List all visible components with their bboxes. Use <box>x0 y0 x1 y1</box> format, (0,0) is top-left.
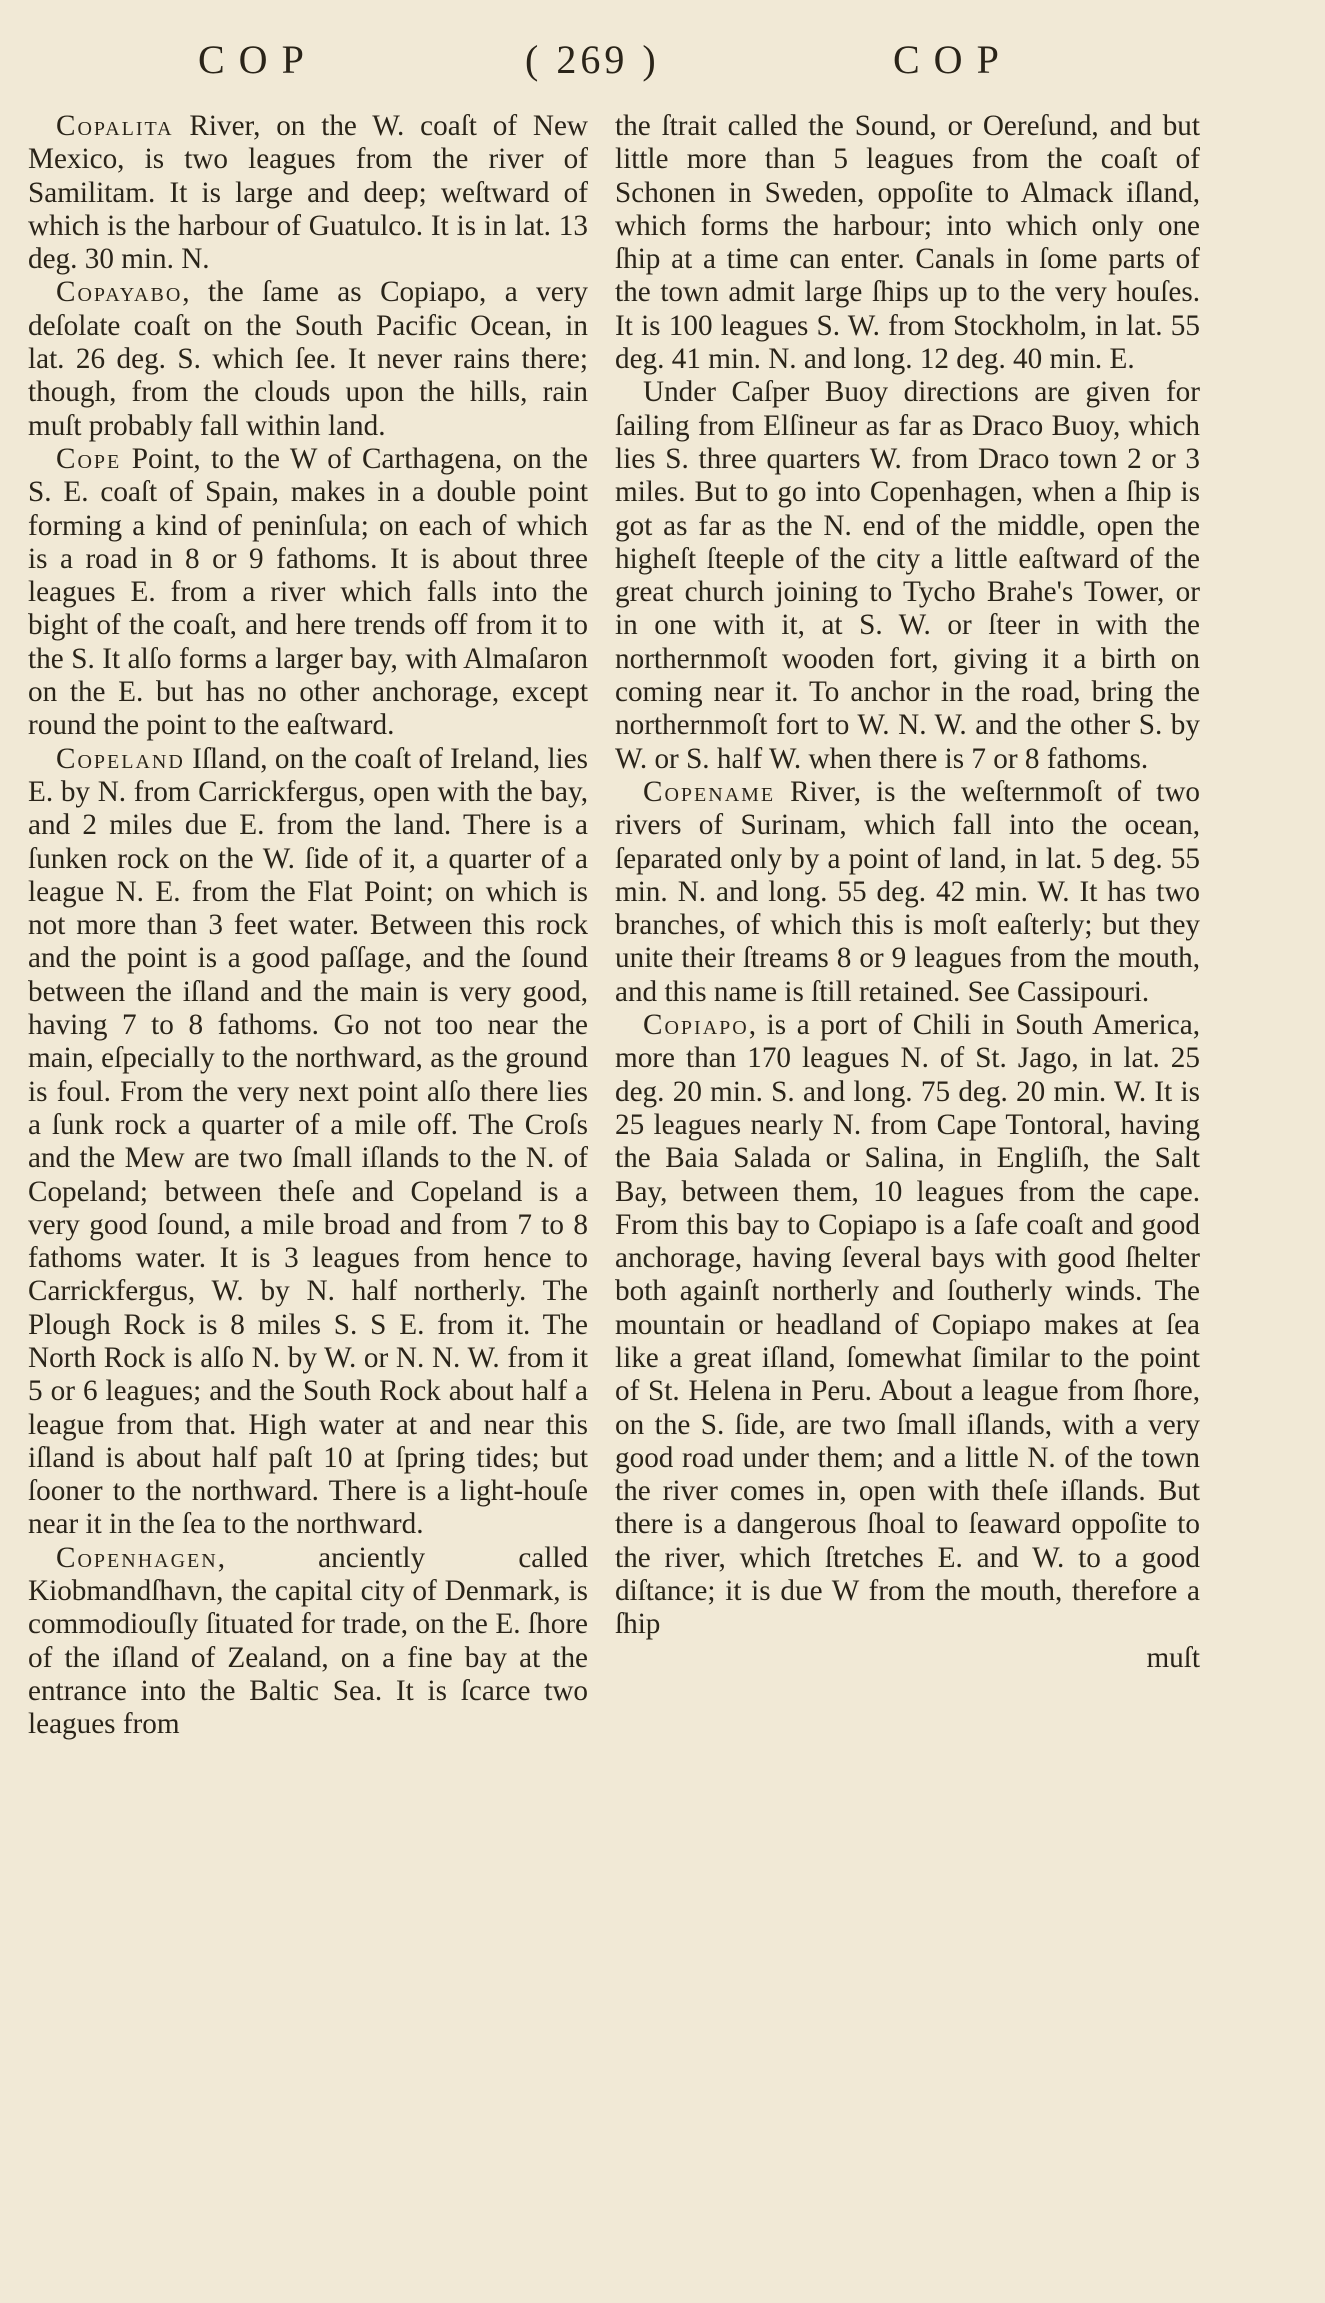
header-left-word: COP <box>198 37 318 82</box>
entry-text: River, on the W. coaſt of New Mexico, is two leagues from the river of Samilitam. It is large and deep; weſtward of which is the harbour of Guatulco. It is in lat. 13 deg. 30 min. N. <box>28 110 588 276</box>
entry-text: the ſtrait called the Sound, or Oereſund, and but little more than 5 leagues from the coaſt of Schonen in Sweden, oppoſite to Almack iſland, which forms the harbour; into which only one ſhip at a time can enter. Canals in ſome parts of the town admit large ſhips up to the very houſes. It is 100 leagues S. W. from Stockholm, in lat. 55 deg. 41 min. N. and long. 12 deg. 40 min. E. <box>615 110 1200 376</box>
entry-copenhagen <box>28 1542 588 1742</box>
entry-text: Under Caſper Buoy directions are given for ſailing from Elſineur as far as Draco Buoy, which lies S. three quarters W. from Draco town 2 or 3 miles. But to go into Copenhagen, when a ſhip is got as far as the N. end of the middle, open the higheſt ſteeple of the city a little eaſtward of the great church joining to Tycho Brahe's Tower, or in one with it, at S. W. or ſteer in with the northernmoſt wooden fort, giving it a birth on coming near it. To anchor in the road, bring the northernmoſt fort to W. N. W. and the other S. by W. or S. half W. when there is 7 or 8 fathoms. <box>615 376 1200 775</box>
entry-copeland <box>28 743 588 1542</box>
paragraph-sailing-directions <box>615 376 1200 776</box>
entry-text: , the ſame as Copiapo, a very deſolate coaſt on the South Pacific Ocean, in lat. 26 deg. S. which ſee. It never rains there; though, from the clouds upon the hills, rain muſt probably fall within land. <box>28 276 588 442</box>
entry-copenhagen-continued <box>615 110 1200 376</box>
entry-text: Iſland, on the coaſt of Ireland, lies E. by N. from Carrickfergus, open with the bay, and 2 miles due E. from the land. There is a ſunken rock on the W. ſide of it, a quarter of a league N. E. from the Flat Point; on which is not more than 3 feet water. Between this rock and the point is a good paſſage, and the ſound between the iſland and the main is very good, having 7 to 8 fathoms. Go not too near the main, eſpecially to the northward, as the ground is foul. From the very next point alſo there lies a ſunk rock a quarter of a mile off. The Croſs and the Mew are two ſmall iſlands to the N. of Copeland; between theſe and Copeland is a very good ſound, a mile broad and from 7 to 8 fathoms water. It is 3 leagues from hence to Carrickfergus, W. by N. half northerly. The Plough Rock is 8 miles S. S E. from it. The North Rock is alſo N. by W. or N. N. W. from it 5 or 6 leagues; and the South Rock about half a league from that. High water at and near this iſland is about half paſt 10 at ſpring tides; but ſooner to the northward. There is a light-houſe near it in the ſea to the northward. <box>28 742 588 1541</box>
entry-headword: Copeland <box>56 742 185 775</box>
entry-text: , is a port of Chili in South America, more than 170 leagues N. of St. Jago, in lat. 25 deg. 20 min. S. and long. 75 deg. 20 min. W. It is 25 leagues nearly N. from Cape Tontoral, having the Baia Salada or Salina, in Engliſh, the Salt Bay, between them, 10 leagues from the cape. From this bay to Copiapo is a ſafe coaſt and good anchorage, having ſeveral bays with good ſhelter both againſt northerly and ſoutherly winds. The mountain or headland of Copiapo makes at ſea like a great iſland, ſomewhat ſimilar to the point of St. Helena in Peru. About a league from ſhore, on the S. ſide, are two ſmall iſlands, with a very good road under them; and a little N. of the town the river comes in, open with theſe iſlands. But there is a dangerous ſhoal to ſeaward oppoſite to the river, which ſtretches E. and W. to a good diſtance; it is due W from the mouth, therefore a ſhip <box>615 1009 1200 1641</box>
entry-headword: Copayabo <box>56 276 183 309</box>
entry-copename <box>615 776 1200 1009</box>
entry-headword: Copenhagen <box>56 1541 218 1574</box>
right-column <box>615 110 1200 1675</box>
entry-headword: Copiapo <box>643 1009 749 1042</box>
header-right-word: COP <box>893 37 1013 82</box>
entry-copiapo <box>615 1009 1200 1642</box>
running-header <box>0 36 1325 96</box>
entry-headword: Cope <box>56 442 122 475</box>
entry-text: Point, to the W of Carthagena, on the S. E. coaſt of Spain, makes in a double point forming a kind of peninſula; on each of which is a road in 8 or 9 fathoms. It is about three leagues E. from a river which falls into the bight of the coaſt, and here trends off from it to the S. It alſo forms a larger bay, with Almaſaron on the E. but has no other anchorage, except round the point to the eaſtward. <box>28 442 588 742</box>
entry-copayabo <box>28 276 588 442</box>
entry-text: River, is the weſternmoſt of two rivers of Surinam, which fall into the ocean, ſeparated only by a point of land, in lat. 5 deg. 55 min. N. and long. 55 deg. 42 min. W. It has two branches, of which this is moſt eaſterly; but they unite their ſtreams 8 or 9 leagues from the mouth, and this name is ſtill retained. See Cassipouri. <box>615 775 1200 1008</box>
entry-headword: Copalita <box>56 110 174 142</box>
catchword: muſt <box>1146 1641 1200 1674</box>
page-number: ( 269 ) <box>525 37 660 82</box>
entry-text: , anciently called Kiobmandſhavn, the capital city of Denmark, is commodiouſly ſituated for trade, on the E. ſhore of the iſland of Zealand, on a fine bay at the entrance into the Baltic Sea. It is ſcarce two leagues from <box>28 1541 588 1741</box>
entry-headword: Copename <box>643 775 776 808</box>
left-column <box>28 110 588 1742</box>
entry-copalita <box>28 110 588 276</box>
entry-cope <box>28 443 588 743</box>
